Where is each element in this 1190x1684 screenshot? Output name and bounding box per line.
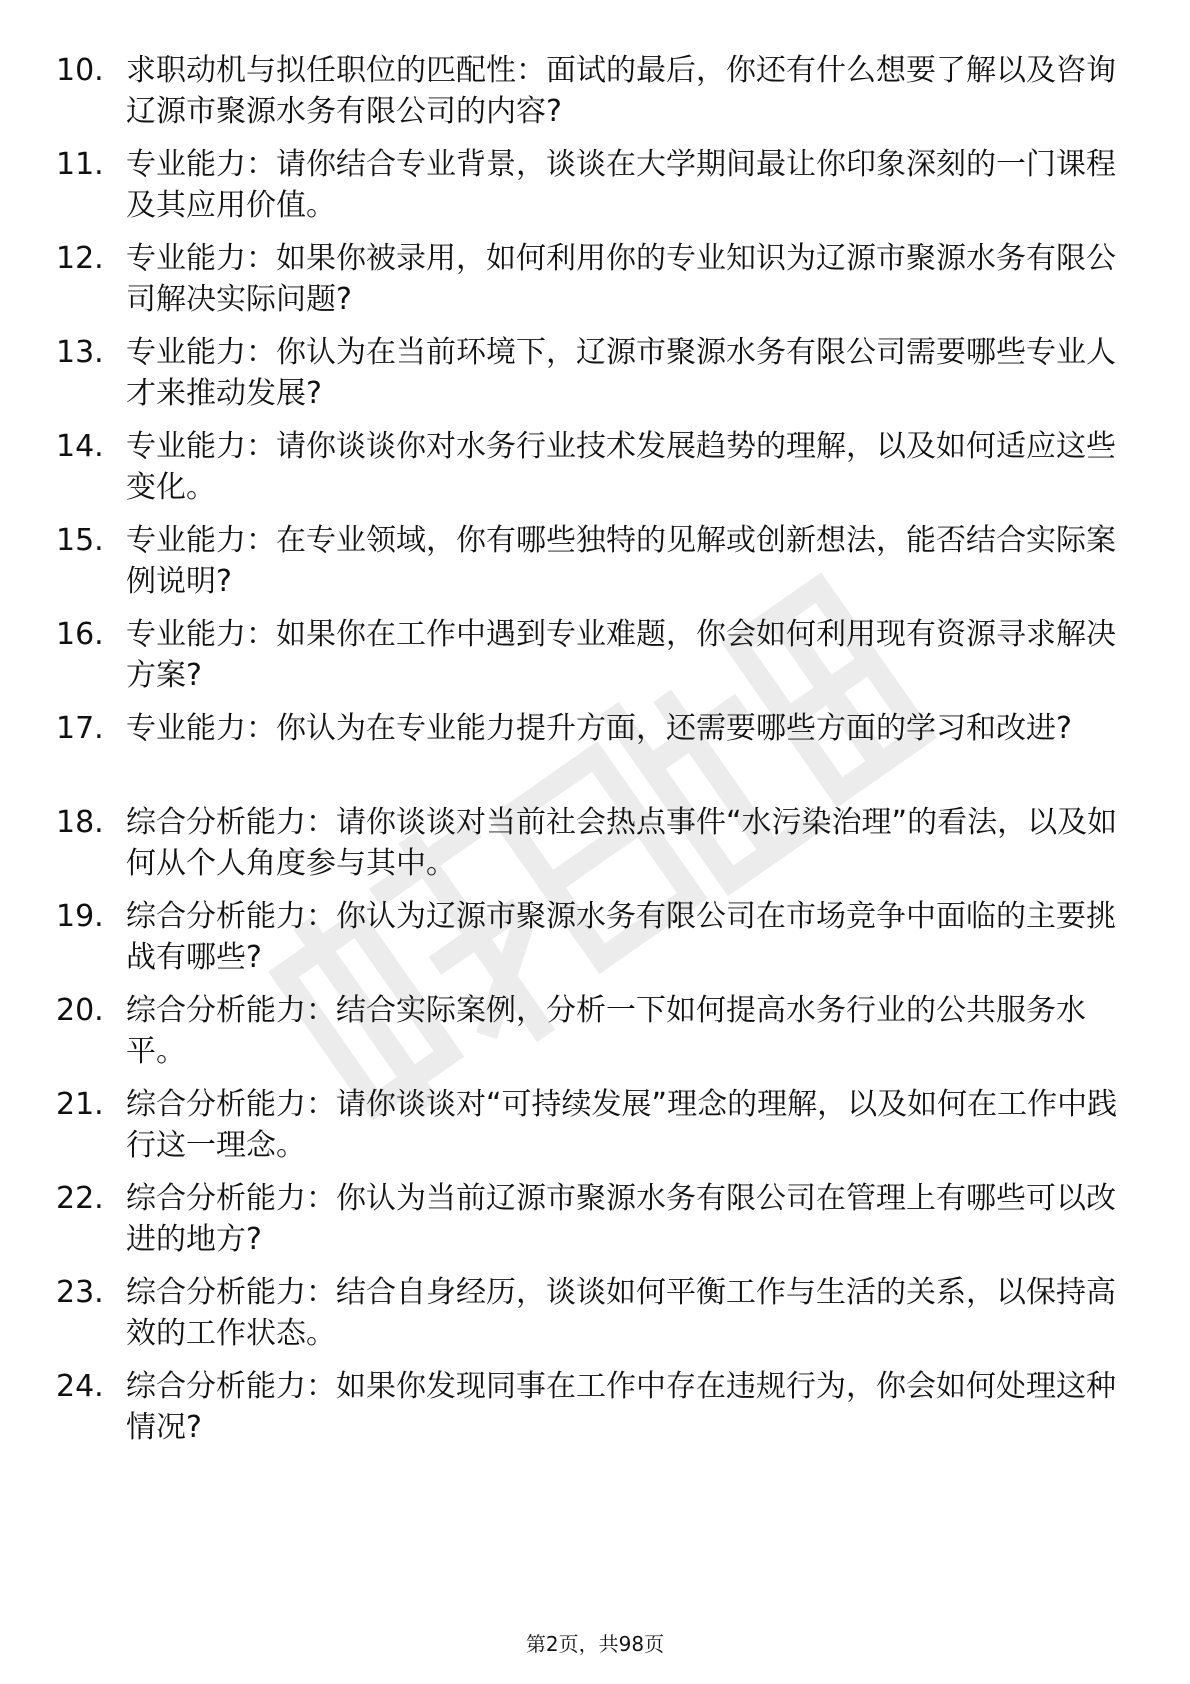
question-text: 综合分析能力：你认为辽源市聚源水务有限公司在市场竞争中面临的主要挑战有哪些? [126,899,1116,975]
question-text: 综合分析能力：请你谈谈对“可持续发展”理念的理解，以及如何在工作中践行这一理念。 [126,1087,1118,1163]
list-item [0,50,1190,144]
list-item [0,238,1190,332]
list-item [0,144,1190,238]
question-number: 19. [56,899,104,934]
list-item [0,614,1190,708]
question-number: 14. [56,429,104,464]
question-number: 16. [56,617,104,652]
list-item [0,1178,1190,1272]
list-item [0,426,1190,520]
question-number: 13. [56,335,104,370]
question-text: 综合分析能力：如果你发现同事在工作中存在违规行为，你会如何处理这种情况? [126,1369,1116,1445]
list-item [0,802,1190,896]
question-number: 17. [56,711,104,746]
question-text: 综合分析能力：结合自身经历，谈谈如何平衡工作与生活的关系，以保持高效的工作状态。 [126,1275,1116,1351]
question-number: 18. [56,805,104,840]
list-item [0,990,1190,1084]
question-number: 12. [56,241,104,276]
question-text: 综合分析能力：你认为当前辽源市聚源水务有限公司在管理上有哪些可以改进的地方? [126,1181,1116,1257]
question-text: 专业能力：请你结合专业背景，谈谈在大学期间最让你印象深刻的一门课程及其应用价值。 [126,147,1116,223]
list-item [0,896,1190,990]
list-item [0,1272,1190,1366]
list-item [0,332,1190,426]
list-item [0,1366,1190,1460]
page-indicator: 第2页，共98页 [525,1632,665,1656]
question-list [0,50,1190,1460]
list-item [0,1084,1190,1178]
question-text: 专业能力：请你谈谈你对水务行业技术发展趋势的理解，以及如何适应这些变化。 [126,429,1116,505]
question-number: 15. [56,523,104,558]
question-number: 22. [56,1181,104,1216]
question-text: 专业能力：如果你在工作中遇到专业难题，你会如何利用现有资源寻求解决方案? [126,617,1116,693]
question-text: 专业能力：你认为在专业能力提升方面，还需要哪些方面的学习和改进? [126,711,1072,746]
question-text: 专业能力：如果你被录用，如何利用你的专业知识为辽源市聚源水务有限公司解决实际问题? [126,241,1116,317]
list-item [0,708,1190,802]
question-text: 求职动机与拟任职位的匹配性：面试的最后，你还有什么想要了解以及咨询辽源市聚源水务有限公司的内容? [126,53,1116,129]
question-text: 专业能力：你认为在当前环境下，辽源市聚源水务有限公司需要哪些专业人才来推动发展? [126,335,1116,411]
question-text: 综合分析能力：结合实际案例，分析一下如何提高水务行业的公共服务水平。 [126,993,1086,1069]
question-text: 综合分析能力：请你谈谈对当前社会热点事件“水污染治理”的看法，以及如何从个人角度参与其中。 [126,805,1118,881]
question-text: 专业能力：在专业领域，你有哪些独特的见解或创新想法，能否结合实际案例说明? [126,523,1116,599]
question-number: 20. [56,993,104,1028]
question-number: 11. [56,147,104,182]
question-number: 10. [56,53,104,88]
list-item [0,520,1190,614]
question-number: 24. [56,1369,104,1404]
question-number: 21. [56,1087,104,1122]
question-number: 23. [56,1275,104,1310]
